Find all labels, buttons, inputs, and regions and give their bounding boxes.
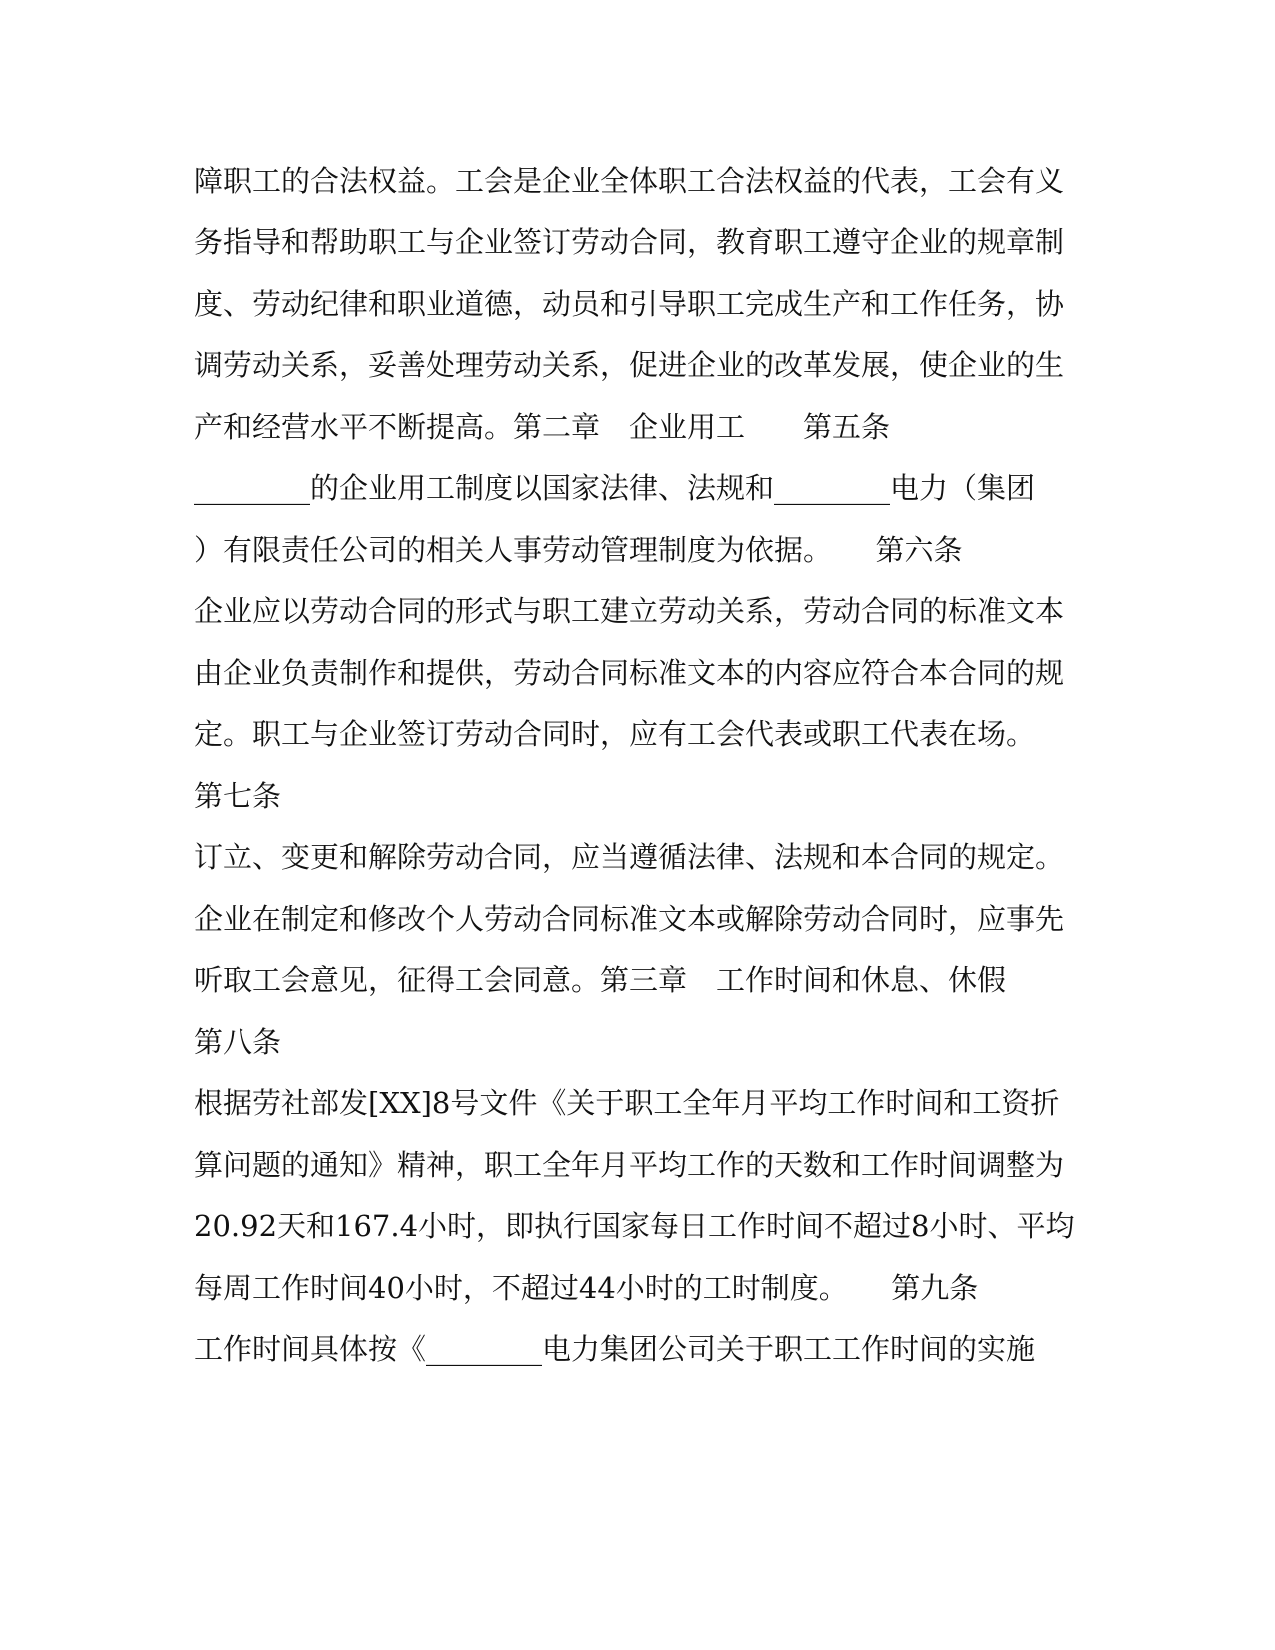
text-line: 20.92天和167.4小时，即执行国家每日工作时间不超过8小时、平均 <box>194 1209 1074 1243</box>
text-line: 根据劳社部发[XX]8号文件《关于职工全年月平均工作时间和工资折 <box>194 1086 1060 1120</box>
text-line: 每周工作时间40小时，不超过44小时的工时制度。 第九条 <box>194 1271 979 1305</box>
text-line: ）有限责任公司的相关人事劳动管理制度为依据。 第六条 <box>194 533 963 567</box>
text-line: 第七条 <box>194 779 282 813</box>
text-line: 第八条 <box>194 1025 282 1059</box>
text-line: 企业应以劳动合同的形式与职工建立劳动关系，劳动合同的标准文本 <box>194 594 1065 628</box>
text-line: 企业在制定和修改个人劳动合同标准文本或解除劳动合同时，应事先 <box>194 902 1065 936</box>
text-line: 算问题的通知》精神，职工全年月平均工作的天数和工作时间调整为 <box>194 1148 1065 1182</box>
text-line: 由企业负责制作和提供，劳动合同标准文本的内容应符合本合同的规 <box>194 656 1065 690</box>
text-line: 工作时间具体按《________电力集团公司关于职工工作时间的实施 <box>194 1332 1036 1366</box>
text-line: 度、劳动纪律和职业道德，动员和引导职工完成生产和工作任务，协 <box>194 287 1065 321</box>
text-line: 定。职工与企业签订劳动合同时，应有工会代表或职工代表在场。 <box>194 717 1036 751</box>
text-line: 障职工的合法权益。工会是企业全体职工合法权益的代表，工会有义 <box>194 164 1065 198</box>
text-line: 调劳动关系，妥善处理劳动关系，促进企业的改革发展，使企业的生 <box>194 348 1065 382</box>
text-line: 听取工会意见，征得工会同意。第三章 工作时间和休息、休假 <box>194 963 1007 997</box>
text-line: ________的企业用工制度以国家法律、法规和________电力（集团 <box>194 471 1036 505</box>
text-line: 务指导和帮助职工与企业签订劳动合同，教育职工遵守企业的规章制 <box>194 225 1065 259</box>
text-line: 产和经营水平不断提高。第二章 企业用工 第五条 <box>194 410 891 444</box>
text-line: 订立、变更和解除劳动合同，应当遵循法律、法规和本合同的规定。 <box>194 840 1065 874</box>
